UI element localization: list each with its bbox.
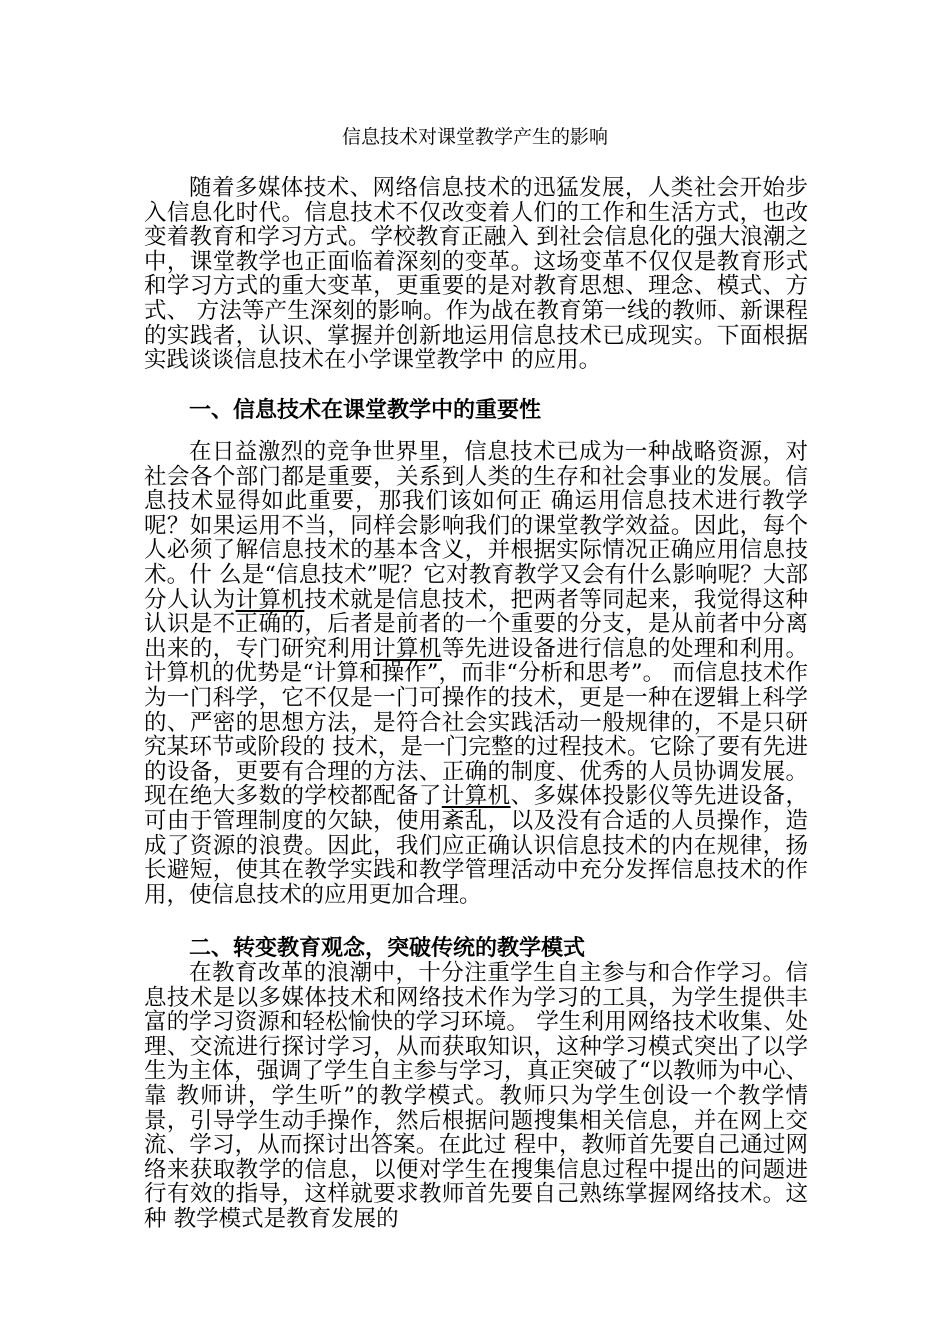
section-1-text-part-1: 在日益激烈的竞争世界里，信息技术已成为一种战略资源，对社会各个部门都是重要，关系到人类的生存和社会事业的发展。信息技术显得如此重要，那我们该如何正 确运用信息技术进行教学呢？如果运用不当，同样会影响我们的课堂教学效益。因此，每个人必须了解信息技术的基本含义，并根据实际情况正确应用信息技术。什 么是“信息技术”呢？它对教育教学又会有什么影响呢？大部分人认为 xyxy=(144,439,808,613)
computer-link-1[interactable]: 计算机 xyxy=(235,586,305,613)
section-2-heading: 二、转变教育观念，突破传统的教学模式 xyxy=(189,935,586,961)
computer-link-3[interactable]: 计算机 xyxy=(441,783,511,810)
section-1-text-part-2: 技术就是信息技术，把两者等同起来，我觉得这种认识是不正确的，后者是前者的一个重要的分支，是从前者中分离出来的，专门研究利用 xyxy=(144,586,808,662)
computer-link-2[interactable]: 计算机 xyxy=(373,635,442,662)
document-title: 信息技术对课堂教学产生的影响 xyxy=(341,126,608,148)
intro-paragraph: 随着多媒体技术、网络信息技术的迅猛发展，人类社会开始步入信息化时代。信息技术不仅改变着人们的工作和生活方式，也改变着教育和学习方式。学校教育正融入 到社会信息化的强大浪潮之中，课堂教学也正面临着深刻的变革。这场变革不仅仅是教育形式和学习方式的重大变革，更重要的是对教育思想、理念、模式、方式、 方法等产生深刻的影响。作为战在教育第一线的教师、新课程的实践者，认识、掌握并创新地运用信息技术已成现实。下面根据实践谈谈信息技术在小学课堂教学中 的应用。 xyxy=(144,175,808,374)
section-1-text-part-4: 、多媒体投影仪等先进设备，可由于管理制度的欠缺，使用紊乱，以及没有合适的人员操作，造成了资源的浪费。因此，我们应正确认识信息技术的内在规律，扬长避短，使其在教学实践和教学管理活动中充分发挥信息技术的作用，使信息技术的应用更加合理。 xyxy=(144,783,808,908)
section-1-text-part-3: 等先进设备进行信息的处理和利用。计算机的优势是“计算和操作”，而非“分析和思考”。 而信息技术作为一门科学，它不仅是一门可操作的技术，更是一种在逻辑上科学的、严密的思想方法，是符合社会实践活动一般规律的，不是只研究某环节或阶段的 技术，是一门完整的过程技术。它除了要有先进的设备，更要有合理的方法、正确的制度、优秀的人员协调发展。现在绝大多数的学校都配备了 xyxy=(144,635,808,810)
section-2-paragraph: 在教育改革的浪潮中，十分注重学生自主参与和合作学习。信息技术是以多媒体技术和网络技术作为学习的工具，为学生提供丰富的学习资源和轻松愉快的学习环境。 学生利用网络技术收集、处理、交流进行探讨学习，从而获取知识，这种学习模式突出了以学生为主体，强调了学生自主参与学习，真正突破了“以教师为中心、靠 教师讲，学生听”的教学模式。教师只为学生创设一个教学情景，引导学生动手操作，然后根据问题搜集相关信息，并在网上交流、学习，从而探讨出答案。在此过 程中，教师首先要自己通过网络来获取教学的信息，以便对学生在搜集信息过程中提出的问题进行有效的指导，这样就要求教师首先要自己熟练掌握网络技术。这种 教学模式是教育发展的 xyxy=(144,960,809,1232)
section-1-paragraph xyxy=(144,440,808,907)
section-1-heading: 一、信息技术在课堂教学中的重要性 xyxy=(189,397,542,423)
